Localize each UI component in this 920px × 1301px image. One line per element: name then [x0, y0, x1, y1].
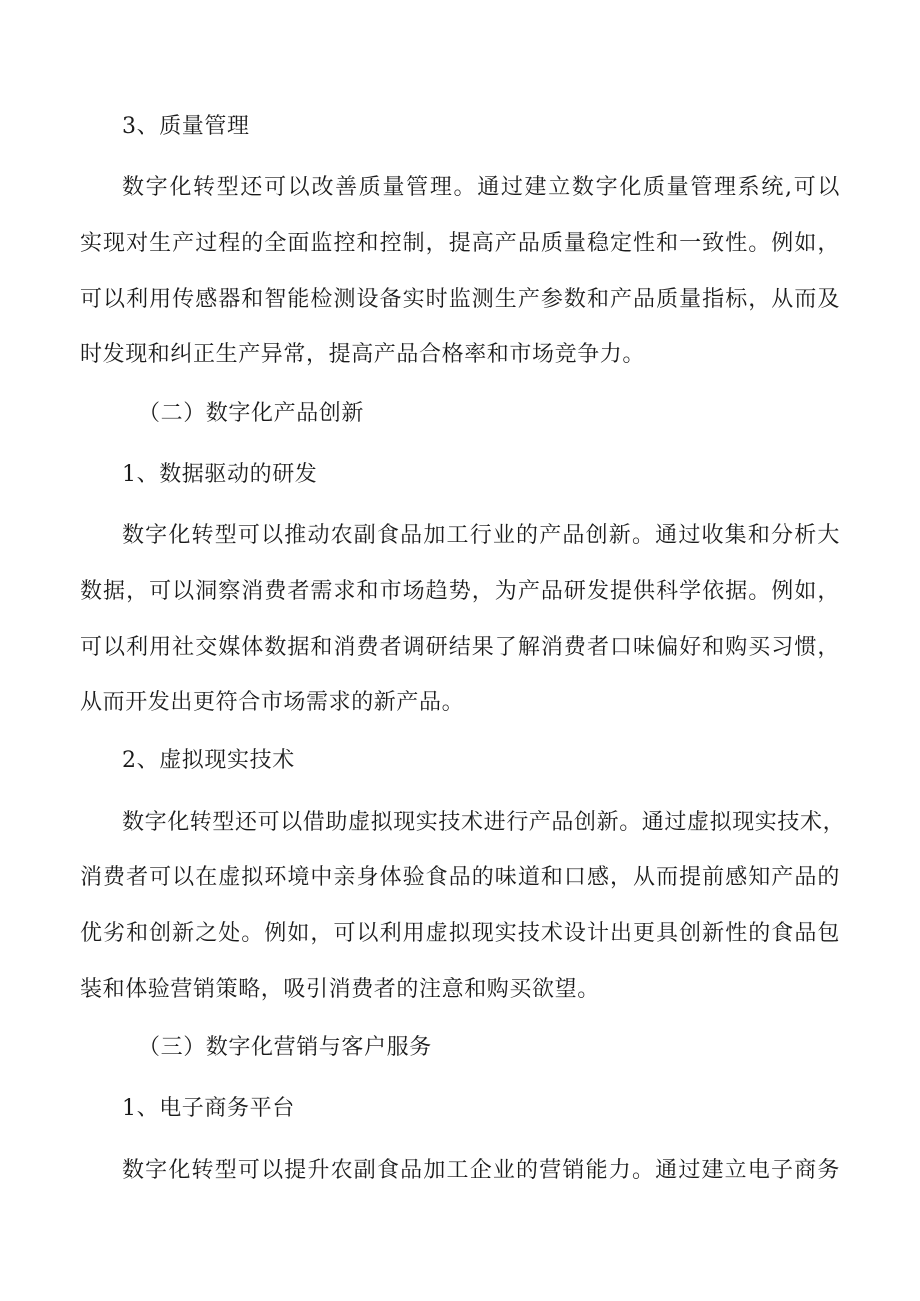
heading-data-driven-rd: 1、数据驱动的研发 — [122, 462, 318, 487]
paragraph-line: 数字化转型还可以借助虚拟现实技术进行产品创新。通过虚拟现实技术， — [122, 810, 846, 835]
section-heading-product-innovation: （二）数字化产品创新 — [138, 401, 365, 426]
paragraph-line: 数字化转型可以提升农副食品加工企业的营销能力。通过建立电子商务 — [122, 1158, 840, 1183]
paragraph-line: 从而开发出更符合市场需求的新产品。 — [80, 690, 465, 715]
paragraph-line: 消费者可以在虚拟环境中亲身体验食品的味道和口感，从而提前感知产品的 — [80, 865, 840, 890]
heading-virtual-reality: 2、虚拟现实技术 — [122, 748, 295, 773]
paragraph-line: 可以利用社交媒体数据和消费者调研结果了解消费者口味偏好和购买习惯， — [80, 635, 840, 660]
heading-quality-management: 3、质量管理 — [122, 114, 250, 139]
paragraph-line: 实现对生产过程的全面监控和控制，提高产品质量稳定性和一致性。例如， — [80, 231, 840, 256]
paragraph-line: 数字化转型可以推动农副食品加工行业的产品创新。通过收集和分析大 — [122, 523, 840, 548]
paragraph-line: 优劣和创新之处。例如，可以利用虚拟现实技术设计出更具创新性的食品包 — [80, 921, 840, 946]
paragraph-line: 可以利用传感器和智能检测设备实时监测生产参数和产品质量指标，从而及 — [80, 287, 840, 312]
paragraph-line: 装和体验营销策略，吸引消费者的注意和购买欲望。 — [80, 977, 600, 1002]
paragraph-line: 数据，可以洞察消费者需求和市场趋势，为产品研发提供科学依据。例如， — [80, 579, 840, 604]
heading-ecommerce-platform: 1、电子商务平台 — [122, 1096, 295, 1121]
paragraph-line: 数字化转型还可以改善质量管理。通过建立数字化质量管理系统,可以 — [122, 175, 840, 200]
section-heading-marketing-service: （三）数字化营销与客户服务 — [138, 1035, 432, 1060]
paragraph-line: 时发现和纠正生产异常，提高产品合格率和市场竞争力。 — [80, 342, 646, 367]
